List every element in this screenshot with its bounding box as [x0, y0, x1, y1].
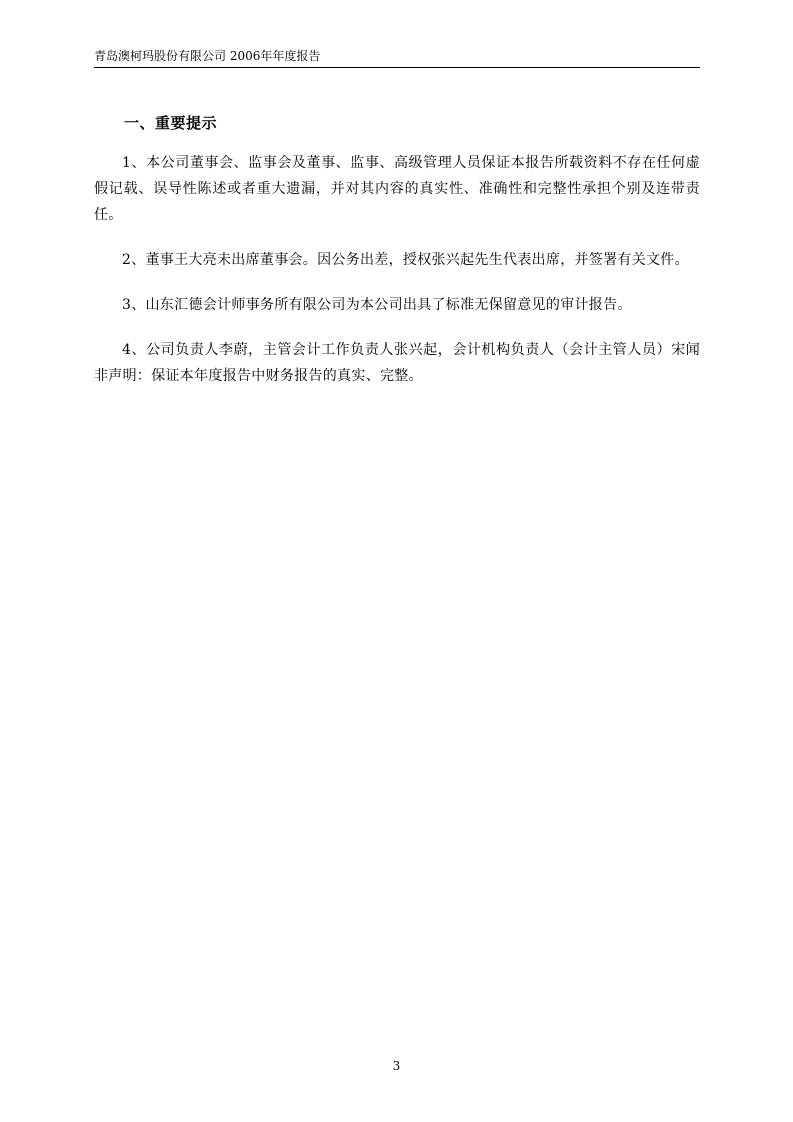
- paragraph-4: 4、公司负责人李蔚，主管会计工作负责人张兴起，会计机构负责人（会计主管人员）宋闻非声明：保证本年度报告中财务报告的真实、完整。: [94, 342, 700, 384]
- header-divider: [94, 67, 700, 68]
- document-body: [94, 110, 700, 408]
- section-title: 一、重要提示: [124, 114, 218, 132]
- page-number: 3: [392, 1059, 401, 1073]
- page-header: [94, 48, 700, 68]
- paragraph-2: 2、董事王大亮未出席董事会。因公务出差，授权张兴起先生代表出席，并签署有关文件。: [122, 252, 689, 268]
- paragraph-3: 3、山东汇德会计师事务所有限公司为本公司出具了标准无保留意见的审计报告。: [122, 297, 632, 313]
- header-title: 青岛澳柯玛股份有限公司 2006年年度报告: [94, 49, 321, 63]
- paragraph-1: 1、本公司董事会、监事会及董事、监事、高级管理人员保证本报告所载资料不存在任何虚假记载、误导性陈述或者重大遗漏，并对其内容的真实性、准确性和完整性承担个别及连带责任。: [94, 155, 700, 223]
